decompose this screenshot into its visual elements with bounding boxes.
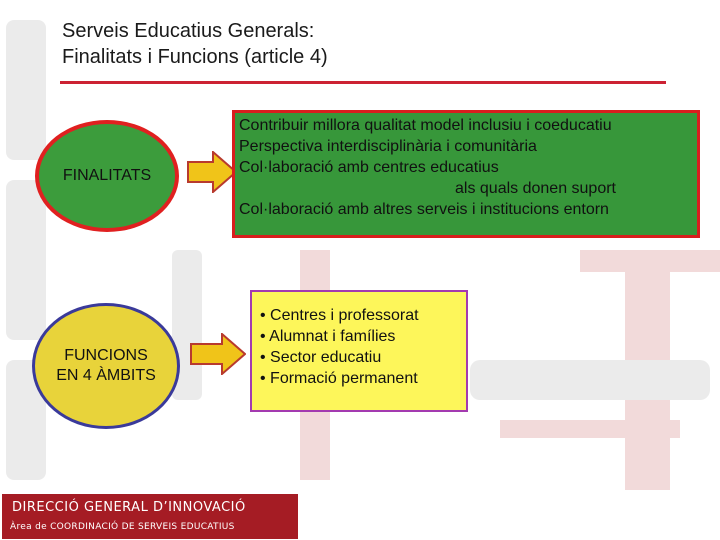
funcions-arrow-icon (190, 333, 246, 375)
funcions-label-line-2: EN 4 ÀMBITS (56, 367, 156, 384)
footer-subtitle: Àrea de COORDINACIÓ DE SERVEIS EDUCATIUS (10, 522, 235, 532)
funcions-item: • Centres i professorat (260, 307, 419, 324)
title-divider (60, 81, 666, 84)
funcions-item: • Formació permanent (260, 370, 418, 387)
finalitats-item: Col·laboració amb altres serveis i institucions entorn (239, 201, 609, 218)
footer-logo-bar (2, 494, 298, 539)
finalitats-label: FINALITATS (62, 167, 152, 184)
slide-title (62, 18, 328, 70)
footer-title: DIRECCIÓ GENERAL D’INNOVACIÓ (12, 500, 246, 515)
finalitats-box (232, 110, 700, 238)
title-line-2: Finalitats i Funcions (article 4) (62, 46, 328, 68)
funcions-ellipse (32, 303, 180, 429)
finalitats-item: Perspectiva interdisciplinària i comunitària (239, 138, 537, 155)
funcions-item: • Sector educatiu (260, 349, 382, 366)
funcions-box (250, 290, 468, 412)
finalitats-item: Col·laboració amb centres educatius (239, 159, 499, 176)
finalitats-item: Contribuir millora qualitat model inclusiu i coeducatiu (239, 117, 612, 134)
finalitats-ellipse (35, 120, 179, 232)
finalitats-item: als quals donen suport (455, 180, 616, 197)
funcions-label-line-1: FUNCIONS (64, 347, 148, 364)
funcions-item: • Alumnat i famílies (260, 328, 396, 345)
finalitats-arrow-icon (187, 151, 237, 193)
title-line-1: Serveis Educatius Generals: (62, 20, 315, 42)
